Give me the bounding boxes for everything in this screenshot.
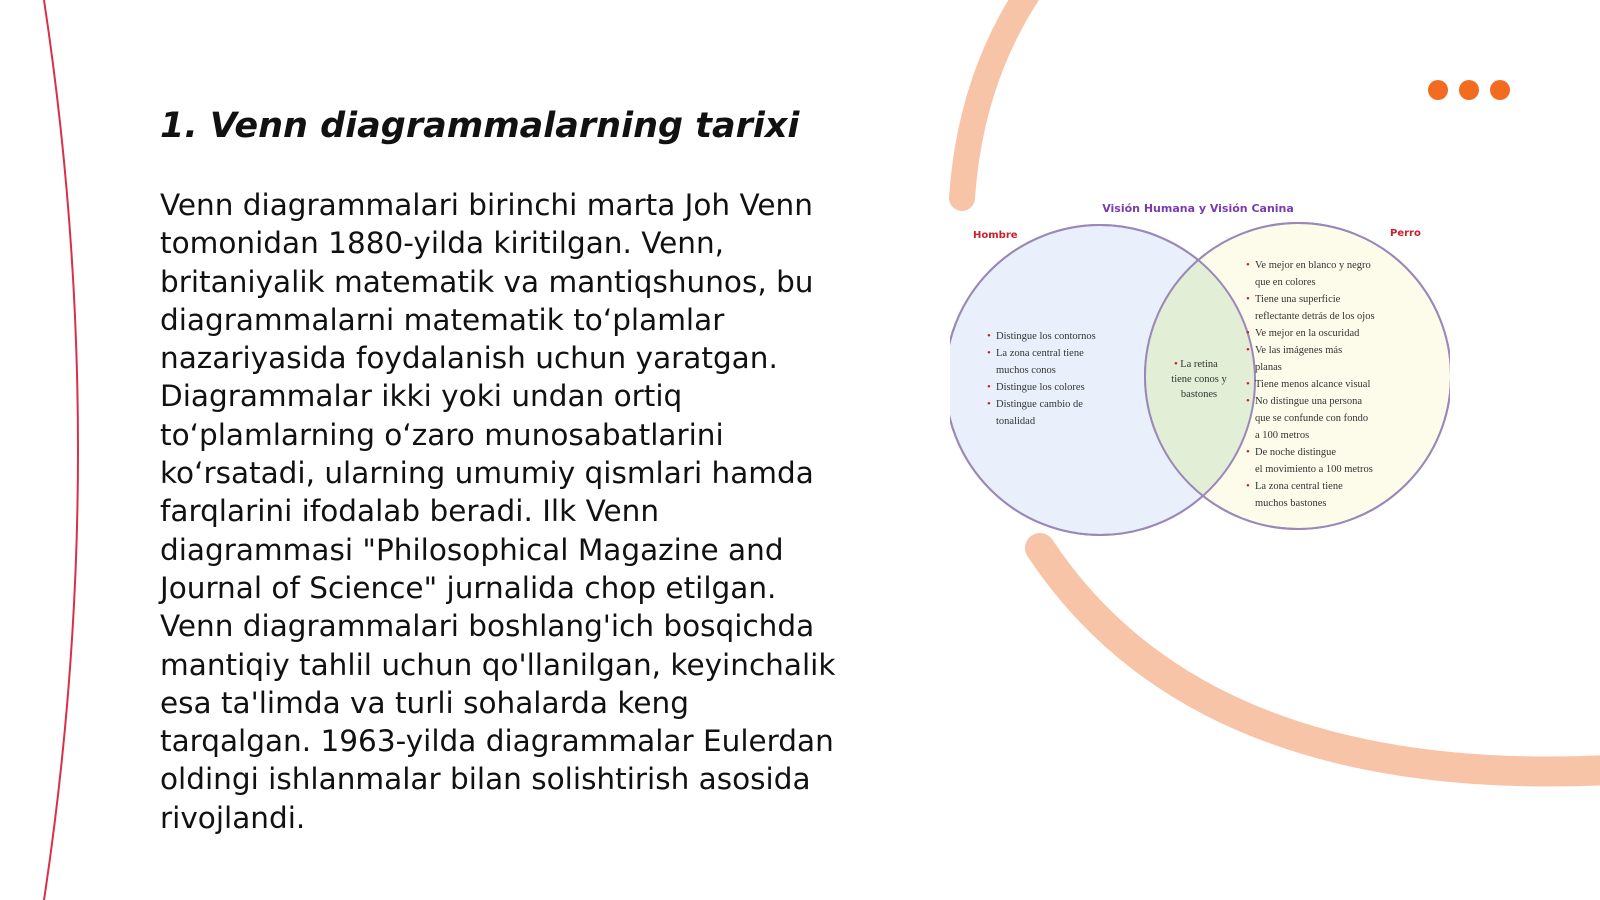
- venn-right-item-text: Tiene una superficie: [1255, 294, 1341, 305]
- venn-left-bullet-icon: •: [987, 347, 991, 359]
- venn-title: Visión Humana y Visión Canina: [1102, 202, 1294, 215]
- venn-left-item-text: La zona central tiene: [996, 348, 1084, 359]
- venn-right-bullet-icon: •: [1246, 344, 1250, 356]
- venn-right-item-text: reflectante detrás de los ojos: [1255, 311, 1375, 322]
- venn-right-item-text: Ve mejor en blanco y negro: [1255, 260, 1371, 271]
- venn-right-item-text: Ve las imágenes más: [1255, 345, 1343, 356]
- menu-dots[interactable]: [1428, 80, 1510, 100]
- venn-right-bullet-icon: •: [1246, 395, 1250, 407]
- venn-right-item-text: que se confunde con fondo: [1255, 413, 1369, 424]
- venn-right-label: Perro: [1390, 228, 1421, 239]
- venn-right-item-text: muchos bastones: [1255, 498, 1327, 509]
- venn-right-item-text: La zona central tiene: [1255, 481, 1343, 492]
- venn-right-bullet-icon: •: [1246, 480, 1250, 492]
- slide-title: 1. Venn diagrammalarning tarixi: [160, 106, 800, 146]
- top-arc-decoration: [962, 0, 1030, 198]
- dot-icon: [1459, 80, 1479, 100]
- venn-left-bullet-icon: •: [987, 330, 991, 342]
- venn-right-bullet-icon: •: [1246, 293, 1250, 305]
- venn-left-bullet-icon: •: [987, 398, 991, 410]
- venn-left-item-text: Distingue cambio de: [996, 399, 1083, 410]
- dot-icon: [1490, 80, 1510, 100]
- venn-center-item-text: tiene conos y: [1171, 374, 1227, 385]
- venn-center-item-text: bastones: [1180, 389, 1218, 400]
- venn-right-bullet-icon: •: [1246, 259, 1250, 271]
- venn-right-item-text: que en colores: [1255, 277, 1316, 288]
- venn-right-item-text: De noche distingue: [1255, 447, 1337, 458]
- venn-left-bullet-icon: •: [987, 381, 991, 393]
- venn-left-item-text: Distingue los contornos: [996, 331, 1096, 342]
- venn-right-item-text: planas: [1255, 362, 1282, 373]
- venn-right-item-text: Tiene menos alcance visual: [1255, 379, 1371, 390]
- venn-right-item-text: No distingue una persona: [1255, 396, 1363, 407]
- venn-diagram-image: [950, 198, 1450, 538]
- dot-icon: [1428, 80, 1448, 100]
- venn-left-item-text: Distingue los colores: [996, 382, 1085, 393]
- venn-right-bullet-icon: •: [1246, 446, 1250, 458]
- venn-right-item-text: Ve mejor en la oscuridad: [1255, 328, 1360, 339]
- venn-right-bullet-icon: •: [1246, 378, 1250, 390]
- venn-left-item-text: tonalidad: [996, 416, 1036, 427]
- slide-body-text: Venn diagrammalari birinchi marta Joh Venn tomonidan 1880-yilda kiritilgan. Venn, britaniyalik matematik va mantiqshunos, bu diagrammalarni matematik to‘plamlar nazariyasida foydalanish uchun yaratgan. Diagrammalar ikki yoki undan ortiq to‘plamlarning o‘zaro munosabatlarini ko‘rsatadi, ularning umumiy qismlari hamda farqlarini ifodalab beradi. Ilk Venn diagrammasi "Philosophical Magazine and Journal of Science" jurnalida chop etilgan. Venn diagrammalari boshlang'ich bosqichda mantiqiy tahlil uchun qo'llanilgan, keyinchalik esa ta'limda va turli sohalarda keng tarqalgan. 1963-yilda diagrammalar Eulerdan oldingi ishlanmalar bilan solishtirish asosida rivojlandi.: [160, 188, 836, 835]
- bottom-arc-decoration: [1040, 548, 1600, 772]
- venn-center-item-text: La retina: [1180, 359, 1218, 370]
- venn-right-item-text: a 100 metros: [1255, 430, 1310, 441]
- venn-right-item-text: el movimiento a 100 metros: [1255, 464, 1373, 475]
- venn-center-bullet-icon: •: [1174, 358, 1178, 370]
- venn-right-bullet-icon: •: [1246, 327, 1250, 339]
- venn-left-label: Hombre: [973, 230, 1018, 241]
- left-red-curve: [44, 0, 78, 900]
- venn-left-item-text: muchos conos: [996, 365, 1056, 376]
